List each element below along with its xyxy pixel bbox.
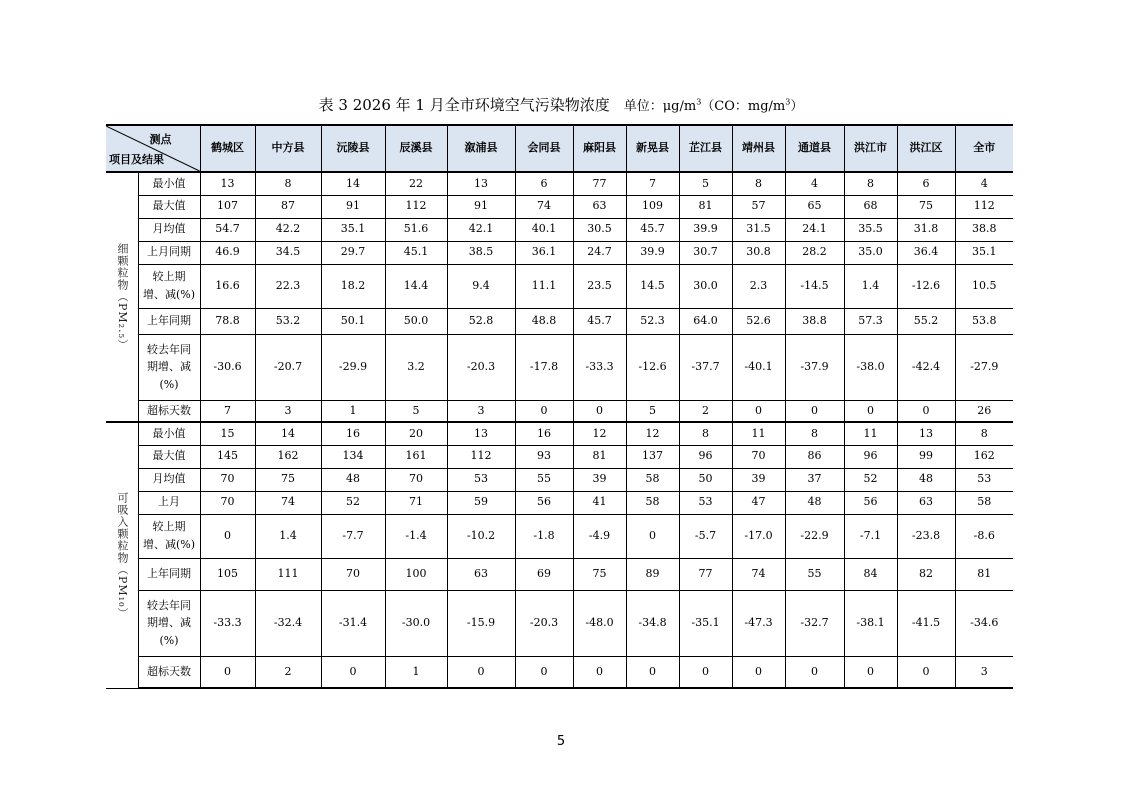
table-cell: -14.5 xyxy=(785,264,844,308)
table-cell: 53 xyxy=(447,468,515,491)
table-cell: 70 xyxy=(732,445,785,468)
table-cell: 55 xyxy=(515,468,573,491)
table-row xyxy=(106,172,1013,195)
column-header: 洪江区 xyxy=(897,125,955,172)
table-cell: 91 xyxy=(321,195,385,218)
table-cell: 55.2 xyxy=(897,308,955,334)
table-cell: 0 xyxy=(732,656,785,688)
table-cell: 6 xyxy=(515,172,573,195)
table-cell: 6 xyxy=(897,172,955,195)
table-cell: 0 xyxy=(785,400,844,422)
table-cell: 48 xyxy=(321,468,385,491)
table-cell: 12 xyxy=(573,422,626,445)
table-cell: -37.7 xyxy=(679,334,732,400)
table-cell: 31.8 xyxy=(897,218,955,241)
table-cell: 0 xyxy=(897,400,955,422)
table-cell: -7.1 xyxy=(844,514,897,558)
table-cell: 0 xyxy=(200,514,255,558)
table-cell: 93 xyxy=(515,445,573,468)
table-cell: 36.4 xyxy=(897,241,955,264)
table-cell: 2 xyxy=(679,400,732,422)
table-cell: 51.6 xyxy=(385,218,447,241)
table-row xyxy=(106,656,1013,688)
group-pm25 xyxy=(106,172,1013,422)
table-cell: 30.5 xyxy=(573,218,626,241)
row-item-line: (%) xyxy=(159,633,179,647)
row-item-label: 最小值 xyxy=(138,172,200,195)
table-cell: -35.1 xyxy=(679,590,732,656)
column-header: 沅陵县 xyxy=(321,125,385,172)
table-cell: 0 xyxy=(573,400,626,422)
table-cell: 57.3 xyxy=(844,308,897,334)
column-header: 麻阳县 xyxy=(573,125,626,172)
table-cell: 46.9 xyxy=(200,241,255,264)
table-cell: 112 xyxy=(955,195,1013,218)
row-item-line: 较上期 xyxy=(152,520,186,534)
table-cell: 3 xyxy=(255,400,321,422)
table-cell: 24.1 xyxy=(785,218,844,241)
row-item-label: 上月 xyxy=(138,491,200,514)
table-cell: 71 xyxy=(385,491,447,514)
table-cell: -40.1 xyxy=(732,334,785,400)
column-header: 溆浦县 xyxy=(447,125,515,172)
table-cell: 81 xyxy=(955,558,1013,590)
table-cell: 0 xyxy=(321,656,385,688)
column-header: 全市 xyxy=(955,125,1013,172)
table-row xyxy=(106,491,1013,514)
table-cell: 162 xyxy=(955,445,1013,468)
header-corner-top: 测点 xyxy=(149,133,172,146)
table-cell: 70 xyxy=(321,558,385,590)
row-item-line: 增、减(%) xyxy=(142,288,196,301)
table-cell: -47.3 xyxy=(732,590,785,656)
row-item-label xyxy=(138,264,200,308)
table-row xyxy=(106,558,1013,590)
column-header: 洪江市 xyxy=(844,125,897,172)
header-corner xyxy=(106,125,200,172)
table-cell: 84 xyxy=(844,558,897,590)
table-cell: 0 xyxy=(447,656,515,688)
table-cell: 52.8 xyxy=(447,308,515,334)
table-cell: -17.8 xyxy=(515,334,573,400)
table-cell: 38.5 xyxy=(447,241,515,264)
table-cell: 82 xyxy=(897,558,955,590)
table-cell: -34.6 xyxy=(955,590,1013,656)
table-cell: -20.7 xyxy=(255,334,321,400)
table-cell: 53.8 xyxy=(955,308,1013,334)
table-cell: 30.0 xyxy=(679,264,732,308)
table-cell: -31.4 xyxy=(321,590,385,656)
table-cell: 58 xyxy=(955,491,1013,514)
column-header: 会同县 xyxy=(515,125,573,172)
table-cell: 0 xyxy=(626,514,679,558)
row-item-label: 月均值 xyxy=(138,468,200,491)
table-cell: 161 xyxy=(385,445,447,468)
table-cell: 13 xyxy=(200,172,255,195)
table-cell: 48 xyxy=(785,491,844,514)
table-cell: 59 xyxy=(447,491,515,514)
table-cell: -17.0 xyxy=(732,514,785,558)
table-cell: 91 xyxy=(447,195,515,218)
table-cell: 74 xyxy=(255,491,321,514)
table-row xyxy=(106,195,1013,218)
table-cell: -41.5 xyxy=(897,590,955,656)
table-cell: 0 xyxy=(844,656,897,688)
table-cell: -27.9 xyxy=(955,334,1013,400)
table-cell: 107 xyxy=(200,195,255,218)
table-cell: 39.9 xyxy=(679,218,732,241)
row-item-line: (%) xyxy=(159,377,179,391)
table-cell: 45.7 xyxy=(626,218,679,241)
table-cell: 109 xyxy=(626,195,679,218)
table-cell: 22 xyxy=(385,172,447,195)
row-item-label: 超标天数 xyxy=(138,656,200,688)
table-cell: 0 xyxy=(785,656,844,688)
table-cell: 11.1 xyxy=(515,264,573,308)
table-row xyxy=(106,514,1013,558)
table-row xyxy=(106,590,1013,656)
table-cell: 8 xyxy=(844,172,897,195)
table-cell: 1.4 xyxy=(255,514,321,558)
table-row xyxy=(106,422,1013,445)
title-unit: 单位：$\mu g/m^3(CO$：$mg/m^3$） xyxy=(623,97,804,114)
group-label: 细颗粒物（PM₂.₅） xyxy=(106,172,138,422)
table-cell: -30.6 xyxy=(200,334,255,400)
table-cell: 30.8 xyxy=(732,241,785,264)
table-cell: 3 xyxy=(447,400,515,422)
table-cell: -38.1 xyxy=(844,590,897,656)
row-item-label xyxy=(138,514,200,558)
table-cell: 58 xyxy=(626,468,679,491)
table-cell: 39.9 xyxy=(626,241,679,264)
table-cell: -20.3 xyxy=(515,590,573,656)
table-cell: 2.3 xyxy=(732,264,785,308)
table-cell: 96 xyxy=(679,445,732,468)
table-cell: 134 xyxy=(321,445,385,468)
table-cell: 78.8 xyxy=(200,308,255,334)
table-cell: 11 xyxy=(844,422,897,445)
table-cell: 12 xyxy=(626,422,679,445)
table-cell: 86 xyxy=(785,445,844,468)
table-cell: 81 xyxy=(573,445,626,468)
table-cell: 35.1 xyxy=(955,241,1013,264)
table-cell: 77 xyxy=(573,172,626,195)
table-cell: 56 xyxy=(844,491,897,514)
table-cell: 99 xyxy=(897,445,955,468)
table-cell: -1.4 xyxy=(385,514,447,558)
table-cell: 5 xyxy=(385,400,447,422)
table-cell: -1.8 xyxy=(515,514,573,558)
table-cell: -34.8 xyxy=(626,590,679,656)
column-header: 靖州县 xyxy=(732,125,785,172)
table-cell: 77 xyxy=(679,558,732,590)
table-cell: 4 xyxy=(785,172,844,195)
table-cell: 100 xyxy=(385,558,447,590)
table-cell: 14.5 xyxy=(626,264,679,308)
table-cell: 75 xyxy=(255,468,321,491)
table-cell: 8 xyxy=(955,422,1013,445)
table-cell: 45.1 xyxy=(385,241,447,264)
table-cell: 52.6 xyxy=(732,308,785,334)
table-cell: 30.7 xyxy=(679,241,732,264)
title-main: 表 3 2026 年 1 月全市环境空气污染物浓度 xyxy=(318,96,610,114)
table-row xyxy=(106,334,1013,400)
table-cell: 9.4 xyxy=(447,264,515,308)
table-cell: 50.0 xyxy=(385,308,447,334)
table-row xyxy=(106,218,1013,241)
table-cell: 16 xyxy=(515,422,573,445)
row-item-label: 上年同期 xyxy=(138,558,200,590)
row-item-line: 增、减(%) xyxy=(142,538,196,551)
table-cell: -32.7 xyxy=(785,590,844,656)
table-cell: 52.3 xyxy=(626,308,679,334)
table-cell: 18.2 xyxy=(321,264,385,308)
table-cell: 1 xyxy=(321,400,385,422)
table-cell: -37.9 xyxy=(785,334,844,400)
table-cell: 0 xyxy=(515,400,573,422)
table-cell: 28.2 xyxy=(785,241,844,264)
table-cell: 69 xyxy=(515,558,573,590)
table-cell: 70 xyxy=(385,468,447,491)
table-cell: -33.3 xyxy=(573,334,626,400)
row-item-line: 较去年同 xyxy=(147,598,191,612)
table-cell: -22.9 xyxy=(785,514,844,558)
table-cell: 65 xyxy=(785,195,844,218)
column-header: 通道县 xyxy=(785,125,844,172)
table-cell: 53 xyxy=(679,491,732,514)
table-cell: 13 xyxy=(447,172,515,195)
table-cell: 0 xyxy=(515,656,573,688)
table-cell: 8 xyxy=(255,172,321,195)
table-cell: 87 xyxy=(255,195,321,218)
row-item-line: 较上期 xyxy=(152,270,186,284)
header-row xyxy=(106,125,1013,172)
table-cell: 54.7 xyxy=(200,218,255,241)
row-item-label: 上月同期 xyxy=(138,241,200,264)
table-cell: -8.6 xyxy=(955,514,1013,558)
table-cell: 14 xyxy=(321,172,385,195)
table-cell: 4 xyxy=(955,172,1013,195)
table-cell: 0 xyxy=(844,400,897,422)
table-cell: 75 xyxy=(573,558,626,590)
table-cell: 40.1 xyxy=(515,218,573,241)
table-cell: 64.0 xyxy=(679,308,732,334)
table-cell: -4.9 xyxy=(573,514,626,558)
table-cell: 53 xyxy=(955,468,1013,491)
table-cell: -10.2 xyxy=(447,514,515,558)
table-cell: 34.5 xyxy=(255,241,321,264)
table-cell: 35.0 xyxy=(844,241,897,264)
group-pm10 xyxy=(106,422,1013,688)
table-cell: 48.8 xyxy=(515,308,573,334)
table-cell: -15.9 xyxy=(447,590,515,656)
table-cell: 105 xyxy=(200,558,255,590)
row-item-line: 较去年同 xyxy=(147,342,191,356)
table-row xyxy=(106,308,1013,334)
table-cell: 39 xyxy=(732,468,785,491)
column-header: 芷江县 xyxy=(679,125,732,172)
table-cell: 5 xyxy=(679,172,732,195)
table-cell: 5 xyxy=(626,400,679,422)
table-cell: -32.4 xyxy=(255,590,321,656)
column-header: 新晃县 xyxy=(626,125,679,172)
table-cell: 11 xyxy=(732,422,785,445)
table-cell: 29.7 xyxy=(321,241,385,264)
table-cell: 52 xyxy=(844,468,897,491)
table-cell: 63 xyxy=(447,558,515,590)
table-cell: 42.1 xyxy=(447,218,515,241)
table-cell: 0 xyxy=(573,656,626,688)
table-cell: 14 xyxy=(255,422,321,445)
table-cell: 8 xyxy=(732,172,785,195)
table-cell: -30.0 xyxy=(385,590,447,656)
table-cell: 38.8 xyxy=(785,308,844,334)
row-item-label: 月均值 xyxy=(138,218,200,241)
table-cell: 0 xyxy=(626,656,679,688)
table-cell: 56 xyxy=(515,491,573,514)
row-item-line: 期增、减 xyxy=(147,616,191,630)
table-cell: 35.5 xyxy=(844,218,897,241)
row-item-line: 期增、减 xyxy=(147,360,191,374)
table-cell: 1 xyxy=(385,656,447,688)
table-cell: 23.5 xyxy=(573,264,626,308)
table-cell: 42.2 xyxy=(255,218,321,241)
table-cell: 75 xyxy=(897,195,955,218)
table-cell: 38.8 xyxy=(955,218,1013,241)
table-cell: 35.1 xyxy=(321,218,385,241)
table-cell: 74 xyxy=(515,195,573,218)
row-item-label: 上年同期 xyxy=(138,308,200,334)
row-item-label: 最大值 xyxy=(138,445,200,468)
table-cell: 63 xyxy=(573,195,626,218)
table-cell: 0 xyxy=(200,656,255,688)
table-cell: 22.3 xyxy=(255,264,321,308)
table-cell: 13 xyxy=(897,422,955,445)
row-item-label: 最小值 xyxy=(138,422,200,445)
table-cell: 53.2 xyxy=(255,308,321,334)
table-cell: 63 xyxy=(897,491,955,514)
table-cell: -23.8 xyxy=(897,514,955,558)
table-cell: -12.6 xyxy=(626,334,679,400)
row-item-label: 超标天数 xyxy=(138,400,200,422)
table-cell: 3 xyxy=(955,656,1013,688)
table-cell: 41 xyxy=(573,491,626,514)
table-cell: -12.6 xyxy=(897,264,955,308)
table-cell: -38.0 xyxy=(844,334,897,400)
column-header: 辰溪县 xyxy=(385,125,447,172)
table-cell: 1.4 xyxy=(844,264,897,308)
table-cell: 81 xyxy=(679,195,732,218)
table-cell: 0 xyxy=(732,400,785,422)
table-cell: 55 xyxy=(785,558,844,590)
table-cell: 39 xyxy=(573,468,626,491)
page-number: 5 xyxy=(556,734,566,749)
table-cell: 26 xyxy=(955,400,1013,422)
table-row xyxy=(106,468,1013,491)
table-cell: 37 xyxy=(785,468,844,491)
table-cell: 15 xyxy=(200,422,255,445)
group-label: 可吸入颗粒物（PM₁₀） xyxy=(106,422,138,688)
table-cell: 16 xyxy=(321,422,385,445)
table-row xyxy=(106,445,1013,468)
table-cell: 7 xyxy=(200,400,255,422)
table-cell: 31.5 xyxy=(732,218,785,241)
table-cell: 112 xyxy=(447,445,515,468)
table-cell: 0 xyxy=(679,656,732,688)
table-cell: 68 xyxy=(844,195,897,218)
table-cell: 16.6 xyxy=(200,264,255,308)
header-corner-bottom: 项目及结果 xyxy=(109,152,164,166)
table-cell: 162 xyxy=(255,445,321,468)
table-cell: 48 xyxy=(897,468,955,491)
pollutant-table xyxy=(106,124,1013,689)
table-cell: 13 xyxy=(447,422,515,445)
table-cell: 52 xyxy=(321,491,385,514)
table-cell: 20 xyxy=(385,422,447,445)
table-cell: 2 xyxy=(255,656,321,688)
table-cell: 50 xyxy=(679,468,732,491)
table-cell: -42.4 xyxy=(897,334,955,400)
row-item-label xyxy=(138,334,200,400)
table-cell: -33.3 xyxy=(200,590,255,656)
table-cell: 3.2 xyxy=(385,334,447,400)
row-item-label: 最大值 xyxy=(138,195,200,218)
table-cell: 8 xyxy=(679,422,732,445)
table-cell: 7 xyxy=(626,172,679,195)
table-cell: 111 xyxy=(255,558,321,590)
table-cell: -7.7 xyxy=(321,514,385,558)
row-item-label xyxy=(138,590,200,656)
table-cell: -29.9 xyxy=(321,334,385,400)
table-cell: 45.7 xyxy=(573,308,626,334)
table-cell: 8 xyxy=(785,422,844,445)
table-cell: 57 xyxy=(732,195,785,218)
table-row xyxy=(106,400,1013,422)
table-cell: 70 xyxy=(200,468,255,491)
table-cell: 89 xyxy=(626,558,679,590)
table-cell: 10.5 xyxy=(955,264,1013,308)
table-cell: 58 xyxy=(626,491,679,514)
table-cell: 47 xyxy=(732,491,785,514)
table-cell: 70 xyxy=(200,491,255,514)
table-cell: 145 xyxy=(200,445,255,468)
table-cell: 0 xyxy=(897,656,955,688)
table-title xyxy=(0,94,1122,115)
table-cell: 50.1 xyxy=(321,308,385,334)
table-cell: -5.7 xyxy=(679,514,732,558)
table-cell: -48.0 xyxy=(573,590,626,656)
table-cell: 24.7 xyxy=(573,241,626,264)
table-cell: 36.1 xyxy=(515,241,573,264)
table-cell: 112 xyxy=(385,195,447,218)
table-cell: 137 xyxy=(626,445,679,468)
table-cell: 96 xyxy=(844,445,897,468)
table-cell: 74 xyxy=(732,558,785,590)
table-row xyxy=(106,264,1013,308)
column-header: 中方县 xyxy=(255,125,321,172)
table-cell: -20.3 xyxy=(447,334,515,400)
table-cell: 14.4 xyxy=(385,264,447,308)
column-header: 鹤城区 xyxy=(200,125,255,172)
table-row xyxy=(106,241,1013,264)
